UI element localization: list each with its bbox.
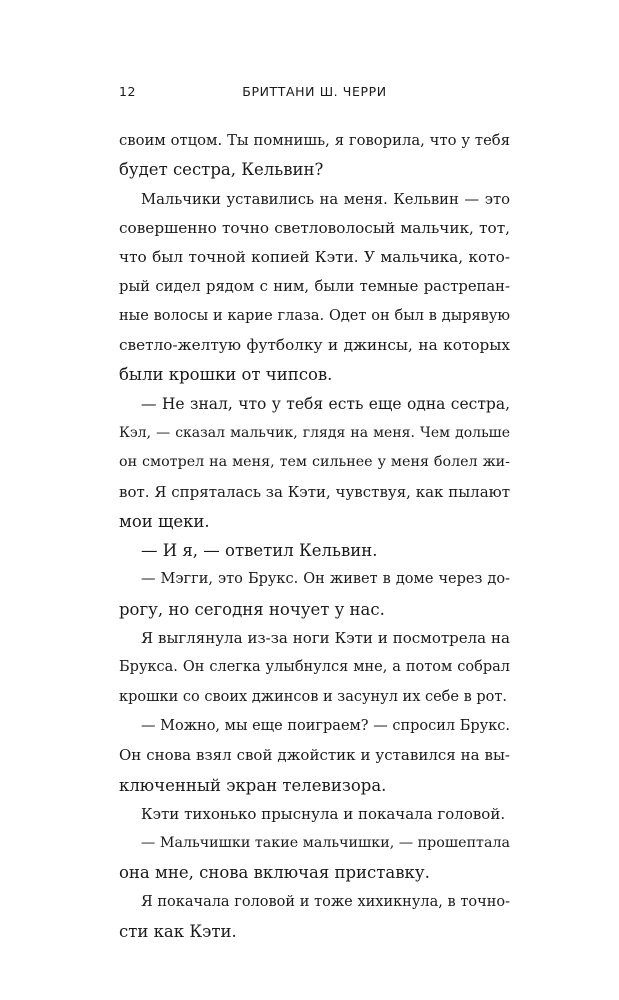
book-author-header: БРИТТАНИ Ш. ЧЕРРИ [242,84,387,99]
body-text [119,126,510,946]
text-line: ные волосы и карие глаза. Одет он был в дырявую [119,307,510,324]
text-line: — Не знал, что у тебя есть еще одна сестра, [141,394,510,413]
text-line: что был точной копией Кэти. У мальчика, кото- [119,248,510,267]
page-number: 12 [119,84,137,99]
text-line: Кэл, — сказал мальчик, глядя на меня. Чем дольше [119,424,510,441]
text-line: ключенный экран телевизора. [119,775,387,795]
text-line: — Можно, мы еще поиграем? — спросил Брукс. [141,717,510,734]
text-line: будет сестра, Кельвин? [119,160,324,180]
text-line: Кэти тихонько прыснула и покачала головой. [141,804,506,823]
text-line: светло-желтую футболку и джинсы, на которых [119,336,510,355]
text-line: Он снова взял свой джойстик и уставился на вы- [119,746,510,765]
running-head [119,84,510,104]
text-line: Я выглянула из-за ноги Кэти и посмотрела на [141,629,510,648]
text-line: своим отцом. Ты помнишь, я говорила, что у тебя [119,132,510,149]
text-line: совершенно точно светловолосый мальчик, тот, [119,218,510,237]
text-line: рогу, но сегодня ночует у нас. [119,599,385,619]
text-line: Я покачала головой и тоже хихикнула, в точно- [141,893,510,910]
text-line: Брукса. Он слегка улыбнулся мне, а потом собрал [119,659,510,676]
text-line: крошки со своих джинсов и засунул их себе в рот. [119,688,508,705]
text-line: рый сидел рядом с ним, были темные растрепан- [119,278,510,296]
text-line: мои щеки. [119,511,210,531]
text-line: она мне, снова включая приставку. [119,863,430,883]
text-line: были крошки от чипсов. [119,365,333,385]
text-line: — Мэгги, это Брукс. Он живет в доме через до- [141,571,510,588]
text-line: вот. Я спряталась за Кэти, чувствуя, как пылают [119,482,510,501]
text-line: он смотрел на меня, тем сильнее у меня болел жи- [119,454,510,471]
text-line: — И я, — ответил Кельвин. [141,541,378,561]
text-line: — Мальчишки такие мальчишки, — прошептала [141,835,510,852]
text-line: сти как Кэти. [119,922,237,942]
text-line: Мальчики уставились на меня. Кельвин — это [141,190,510,208]
